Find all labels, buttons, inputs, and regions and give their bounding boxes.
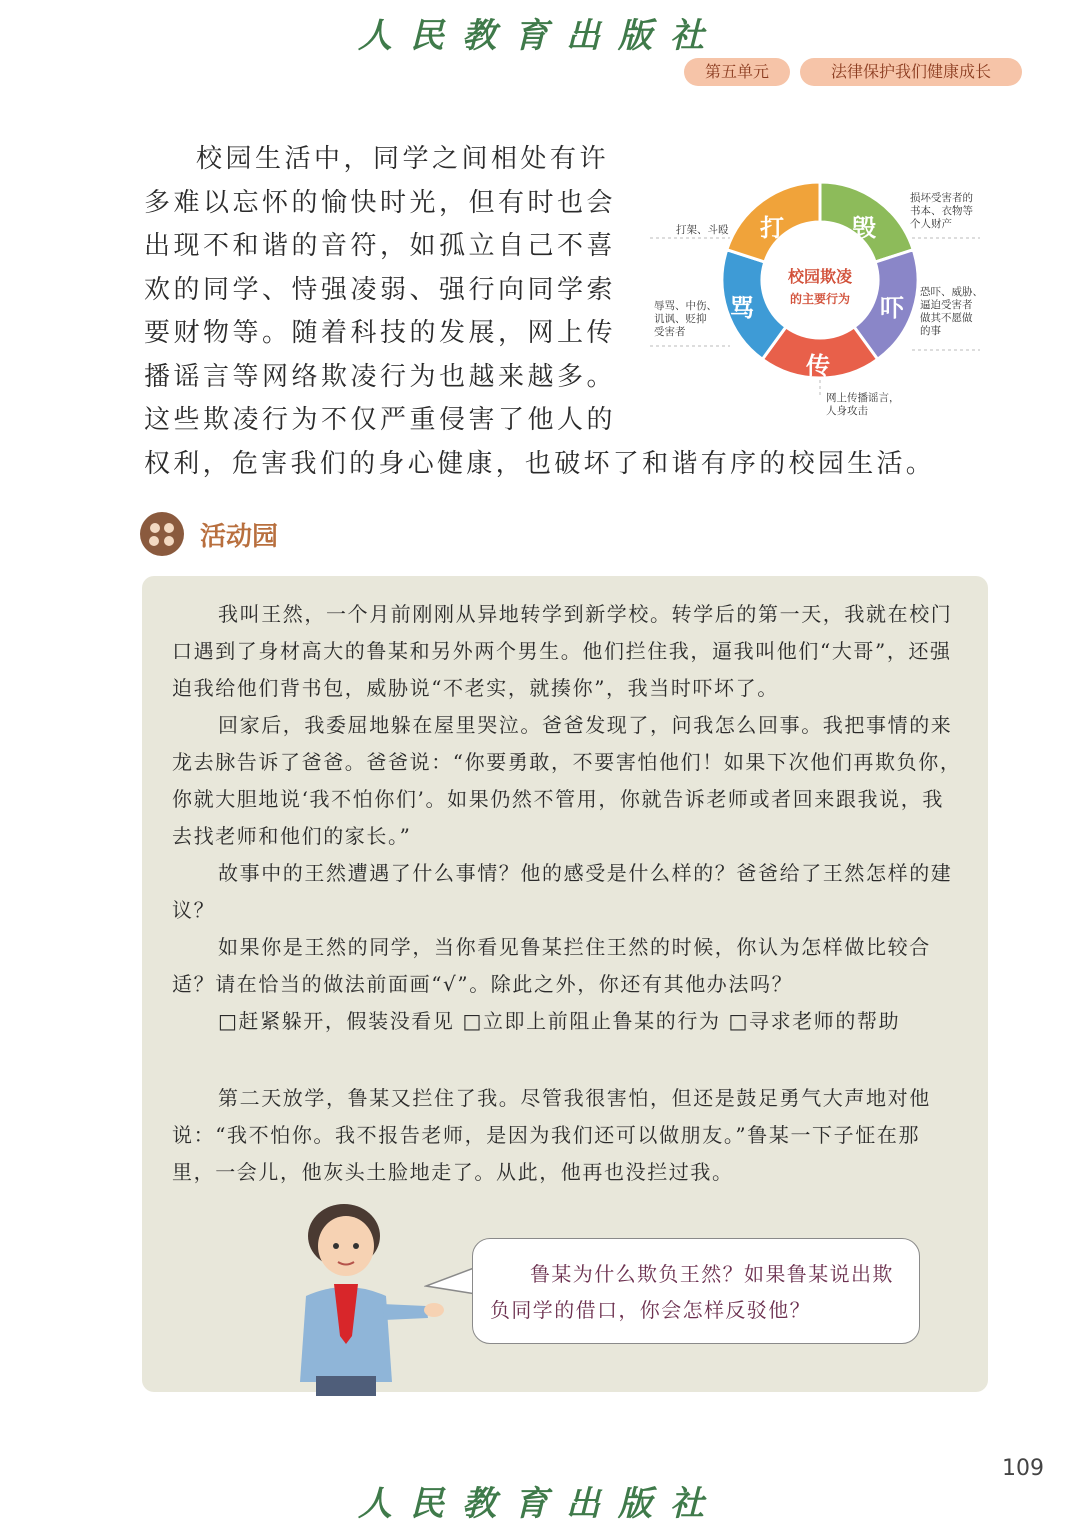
intro-last-line: 权利，危害我们的身心健康，也破坏了和谐有序的校园生活。	[144, 449, 936, 479]
student-illustration	[286, 1196, 446, 1396]
segment-char-spread: 传	[806, 352, 830, 380]
segment-char-hit: 打	[760, 214, 784, 242]
label-hit: 打架、斗殴	[676, 224, 729, 236]
intro-line: 欢的同学、恃强凌弱、强行向同学索	[144, 274, 617, 305]
checkbox-options: □赶紧躲开，假装没看见 □立即上前阻止鲁某的行为 □寻求老师的帮助	[218, 1009, 901, 1033]
label-threaten: 恐吓、威胁、 逼迫受害者 做其不愿做 的事	[920, 286, 983, 337]
intro-line: 这些欺凌行为不仅严重侵害了他人的	[144, 405, 617, 435]
question-paragraph: 如果你是王然的同学，当你看见鲁某拦住王然的时候，你认为怎样做比较合适？请在恰当的做法前面画“√”。除此之外，你还有其他办法吗？	[172, 935, 931, 996]
intro-line: 播谣言等网络欺凌行为也越来越多。	[144, 361, 617, 392]
intro-paragraph	[144, 138, 644, 443]
activity-title: 活动园	[200, 522, 279, 552]
intro-line: 校园生活中，同学之间相处有许	[196, 144, 610, 174]
story-paragraph: 回家后，我委屈地躲在屋里哭泣。爸爸发现了，问我怎么回事。我把事情的来龙去脉告诉了爸爸。爸爸说：“你要勇敢，不要害怕他们！如果下次他们再欺负你，你就大胆地说‘我不怕你们’。如果仍然不管用，你就告诉老师或者回来跟我说，我去找老师和他们的家长。”	[172, 713, 962, 848]
hands-icon	[140, 512, 184, 556]
diagram-center-subtitle: 的主要行为	[789, 292, 850, 306]
intro-line: 多难以忘怀的愉快时光，但有时也会	[144, 187, 617, 218]
speech-bubble-text: 鲁某为什么欺负王然？如果鲁某说出欺负同学的借口，你会怎样反驳他？	[490, 1262, 894, 1322]
story-part-1	[172, 596, 962, 1040]
label-destroy: 损坏受害者的 书本、衣物等 个人财产	[910, 192, 973, 230]
page-number: 109	[1002, 1456, 1044, 1481]
publisher-logo-top: 人民教育出版社	[358, 16, 722, 56]
intro-line: 要财物等。随着科技的发展，网上传	[144, 318, 617, 348]
segment-char-scold: 骂	[730, 294, 754, 322]
intro-line: 出现不和谐的音符，如孤立自己不喜	[144, 231, 617, 261]
story-paragraph: 我叫王然，一个月前刚刚从异地转学到新学校。转学后的第一天，我就在校门口遇到了身材高大的鲁某和另外两个男生。他们拦住我，逼我叫他们“大哥”，还强迫我给他们背书包，威胁说“不老实，就揍你”，我当时吓坏了。	[172, 602, 953, 700]
unit-tag: 第五单元	[684, 58, 790, 86]
question-paragraph: 故事中的王然遭遇了什么事情？他的感受是什么样的？爸爸给了王然怎样的建议？	[172, 861, 953, 922]
story-paragraph: 第二天放学，鲁某又拦住了我。尽管我很害怕，但还是鼓足勇气大声地对他说：“我不怕你。我不报告老师，是因为我们还可以做朋友。”鲁某一下子怔在那里，一会儿，他灰头土脸地走了。从此，他再也没拦过我。	[172, 1086, 931, 1184]
publisher-logo-bottom: 人民教育出版社	[358, 1484, 722, 1524]
segment-char-threaten: 吓	[880, 294, 904, 322]
label-spread: 网上传播谣言， 人身攻击	[826, 392, 900, 417]
unit-theme-tag: 法律保护我们健康成长	[800, 58, 1022, 86]
bullying-behaviors-diagram	[650, 180, 990, 430]
segment-char-destroy: 毁	[852, 214, 876, 242]
story-part-2	[172, 1080, 962, 1191]
diagram-center-title: 校园欺凌	[787, 267, 852, 286]
label-scold: 辱骂、中伤、 讥讽、贬抑 受害者	[654, 300, 717, 338]
